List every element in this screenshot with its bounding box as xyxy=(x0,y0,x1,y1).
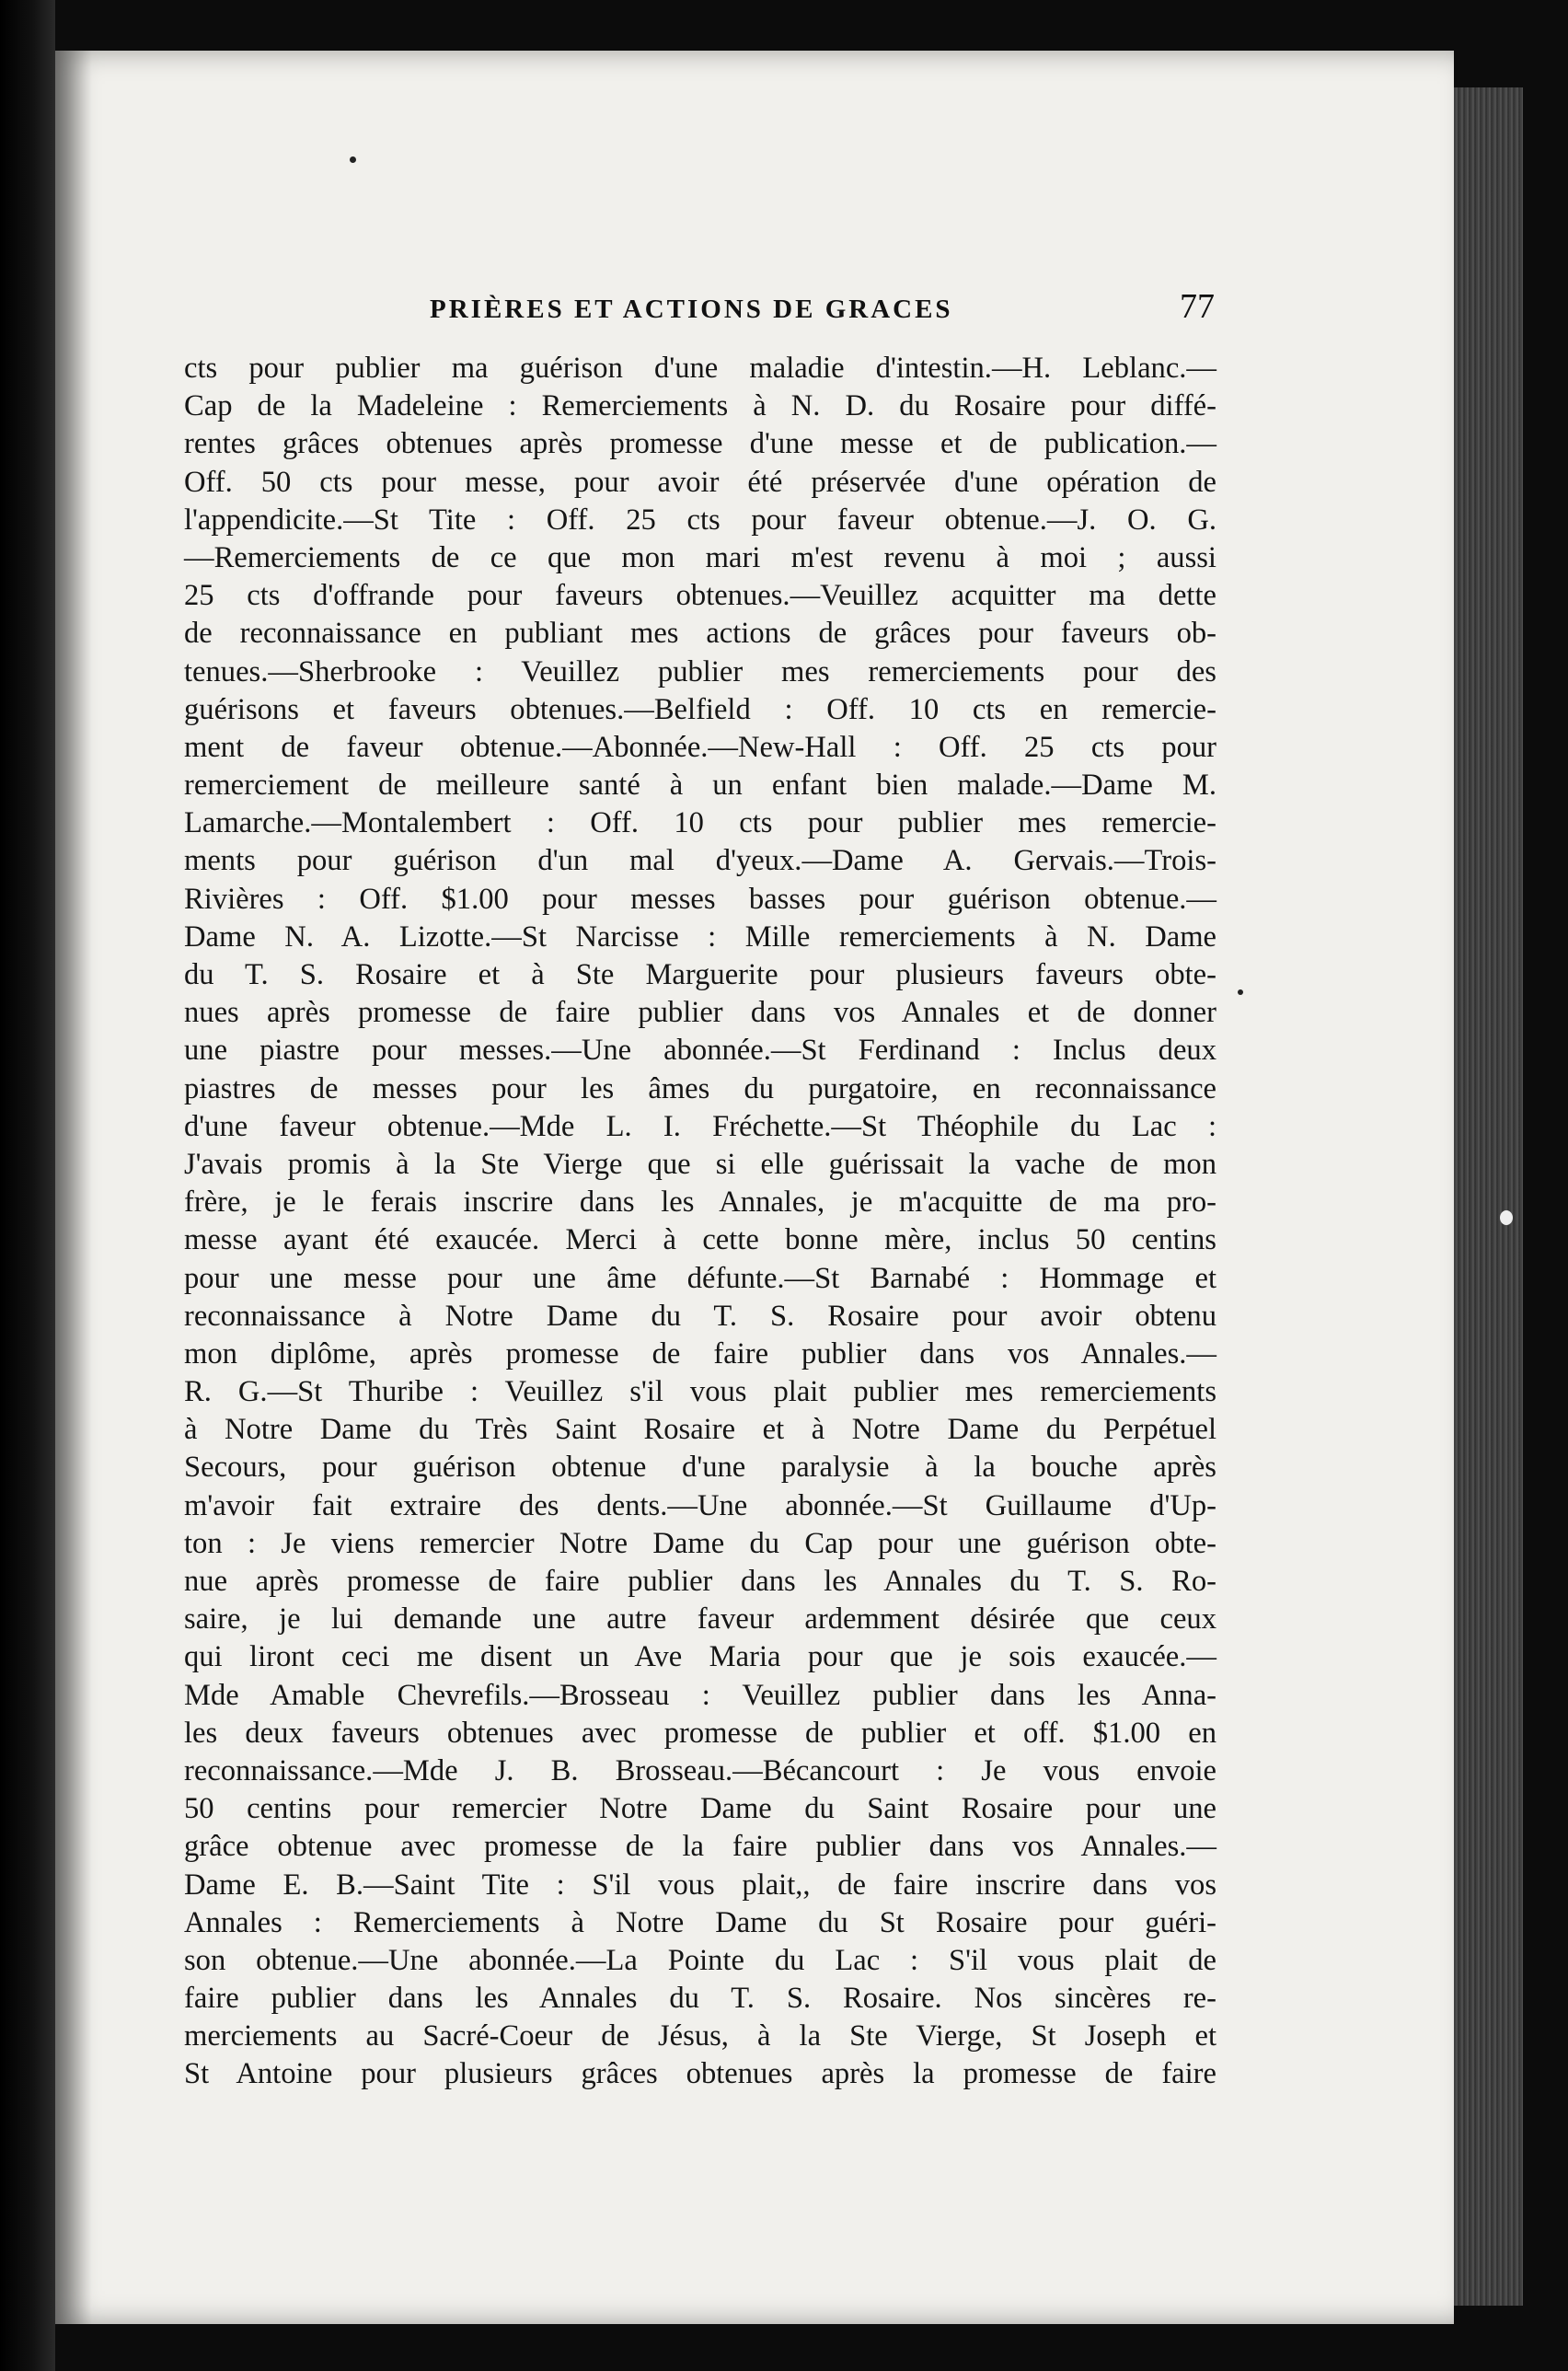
page-header xyxy=(186,281,1215,336)
dust-speck xyxy=(1238,989,1243,995)
page-spine-shadow xyxy=(55,51,92,2324)
text-line: Dame N. A. Lizotte.—St Narcisse : Mille remerciements à N. Dame xyxy=(184,919,1216,954)
text-line: piastres de messes pour les âmes du purgatoire, en reconnaissance xyxy=(184,1071,1216,1105)
text-line: rentes grâces obtenues après promesse d'une messe et de publication.— xyxy=(184,427,1216,461)
text-line: une piastre pour messes.—Une abonnée.—St Ferdinand : Inclus deux xyxy=(184,1034,1216,1068)
page-number: 77 xyxy=(1180,287,1215,326)
text-line: pour une messe pour une âme défunte.—St Barnabé : Hommage et xyxy=(184,1261,1216,1295)
text-line: reconnaissance à Notre Dame du T. S. Rosaire pour avoir obtenu xyxy=(184,1299,1216,1333)
text-line: ments pour guérison d'un mal d'yeux.—Dame A. Gervais.—Trois- xyxy=(184,844,1216,878)
text-line: Mde Amable Chevrefils.—Brosseau : Veuillez publier dans les Anna- xyxy=(184,1678,1216,1712)
text-line: guérisons et faveurs obtenues.—Belfield : Off. 10 cts en remercie- xyxy=(184,692,1216,726)
text-line: merciements au Sacré-Coeur de Jésus, à la Ste Vierge, St Joseph et xyxy=(184,2019,1216,2053)
page-edges xyxy=(1449,87,1523,2306)
text-line: d'une faveur obtenue.—Mde L. I. Fréchette.—St Théophile du Lac : xyxy=(184,1109,1216,1143)
text-line: tenues.—Sherbrooke : Veuillez publier mes remerciements pour des xyxy=(184,654,1216,688)
text-line: J'avais promis à la Ste Vierge que si elle guérissait la vache de mon xyxy=(184,1147,1216,1181)
text-line: Cap de la Madeleine : Remerciements à N. D. du Rosaire pour diffé- xyxy=(184,389,1216,423)
text-line: grâce obtenue avec promesse de la faire publier dans vos Annales.— xyxy=(184,1830,1216,1864)
text-line: Annales : Remerciements à Notre Dame du St Rosaire pour guéri- xyxy=(184,1905,1216,1939)
text-line: qui liront ceci me disent un Ave Maria pour que je sois exaucée.— xyxy=(184,1640,1216,1674)
text-line: Off. 50 cts pour messe, pour avoir été préservée d'une opération de xyxy=(184,465,1216,499)
text-line: 50 centins pour remercier Notre Dame du Saint Rosaire pour une xyxy=(184,1792,1216,1826)
text-line: les deux faveurs obtenues avec promesse de publier et off. $1.00 en xyxy=(184,1716,1216,1750)
text-line: Secours, pour guérison obtenue d'une paralysie à la bouche après xyxy=(184,1451,1216,1485)
body-text xyxy=(184,350,1216,2094)
text-line: St Antoine pour plusieurs grâces obtenues après la promesse de faire xyxy=(184,2057,1216,2091)
text-line: remerciement de meilleure santé à un enfant bien malade.—Dame M. xyxy=(184,769,1216,803)
text-line: messe ayant été exaucée. Merci à cette bonne mère, inclus 50 centins xyxy=(184,1223,1216,1257)
text-line: nue après promesse de faire publier dans les Annales du T. S. Ro- xyxy=(184,1565,1216,1598)
text-line: de reconnaissance en publiant mes actions de grâces pour faveurs ob- xyxy=(184,617,1216,651)
text-line: faire publier dans les Annales du T. S. Rosaire. Nos sincères re- xyxy=(184,1982,1216,2016)
dust-speck xyxy=(1500,1210,1513,1225)
text-line: ment de faveur obtenue.—Abonnée.—New-Hall : Off. 25 cts pour xyxy=(184,730,1216,764)
text-line: son obtenue.—Une abonnée.—La Pointe du Lac : S'il vous plait de xyxy=(184,1943,1216,1977)
text-line: 25 cts d'offrande pour faveurs obtenues.—Veuillez acquitter ma dette xyxy=(184,579,1216,613)
text-line: ton : Je viens remercier Notre Dame du Cap pour une guérison obte- xyxy=(184,1526,1216,1560)
text-line: cts pour publier ma guérison d'une maladie d'intestin.—H. Leblanc.— xyxy=(184,352,1216,385)
text-line: à Notre Dame du Très Saint Rosaire et à Notre Dame du Perpétuel xyxy=(184,1413,1216,1447)
text-line: m'avoir fait extraire des dents.—Une abonnée.—St Guillaume d'Up- xyxy=(184,1488,1216,1522)
text-line: reconnaissance.—Mde J. B. Brosseau.—Bécancourt : Je vous envoie xyxy=(184,1753,1216,1787)
dust-speck xyxy=(350,156,356,163)
text-line: Lamarche.—Montalembert : Off. 10 cts pour publier mes remercie- xyxy=(184,806,1216,840)
running-title: PRIÈRES ET ACTIONS DE GRACES xyxy=(430,295,953,324)
text-line: l'appendicite.—St Tite : Off. 25 cts pour faveur obtenue.—J. O. G. xyxy=(184,503,1216,537)
book-gutter-shadow xyxy=(0,0,55,2371)
text-line: mon diplôme, après promesse de faire publier dans vos Annales.— xyxy=(184,1336,1216,1371)
text-line: du T. S. Rosaire et à Ste Marguerite pour plusieurs faveurs obte- xyxy=(184,958,1216,991)
text-line: R. G.—St Thuribe : Veuillez s'il vous plait publier mes remerciements xyxy=(184,1375,1216,1409)
text-line: Rivières : Off. $1.00 pour messes basses pour guérison obtenue.— xyxy=(184,882,1216,916)
text-line: saire, je lui demande une autre faveur ardemment désirée que ceux xyxy=(184,1602,1216,1637)
text-line: frère, je le ferais inscrire dans les Annales, je m'acquitte de ma pro- xyxy=(184,1186,1216,1220)
text-line: —Remerciements de ce que mon mari m'est revenu à moi ; aussi xyxy=(184,540,1216,574)
text-line: nues après promesse de faire publier dans vos Annales et de donner xyxy=(184,996,1216,1030)
text-line: Dame E. B.—Saint Tite : S'il vous plait,, de faire inscrire dans vos xyxy=(184,1868,1216,1902)
